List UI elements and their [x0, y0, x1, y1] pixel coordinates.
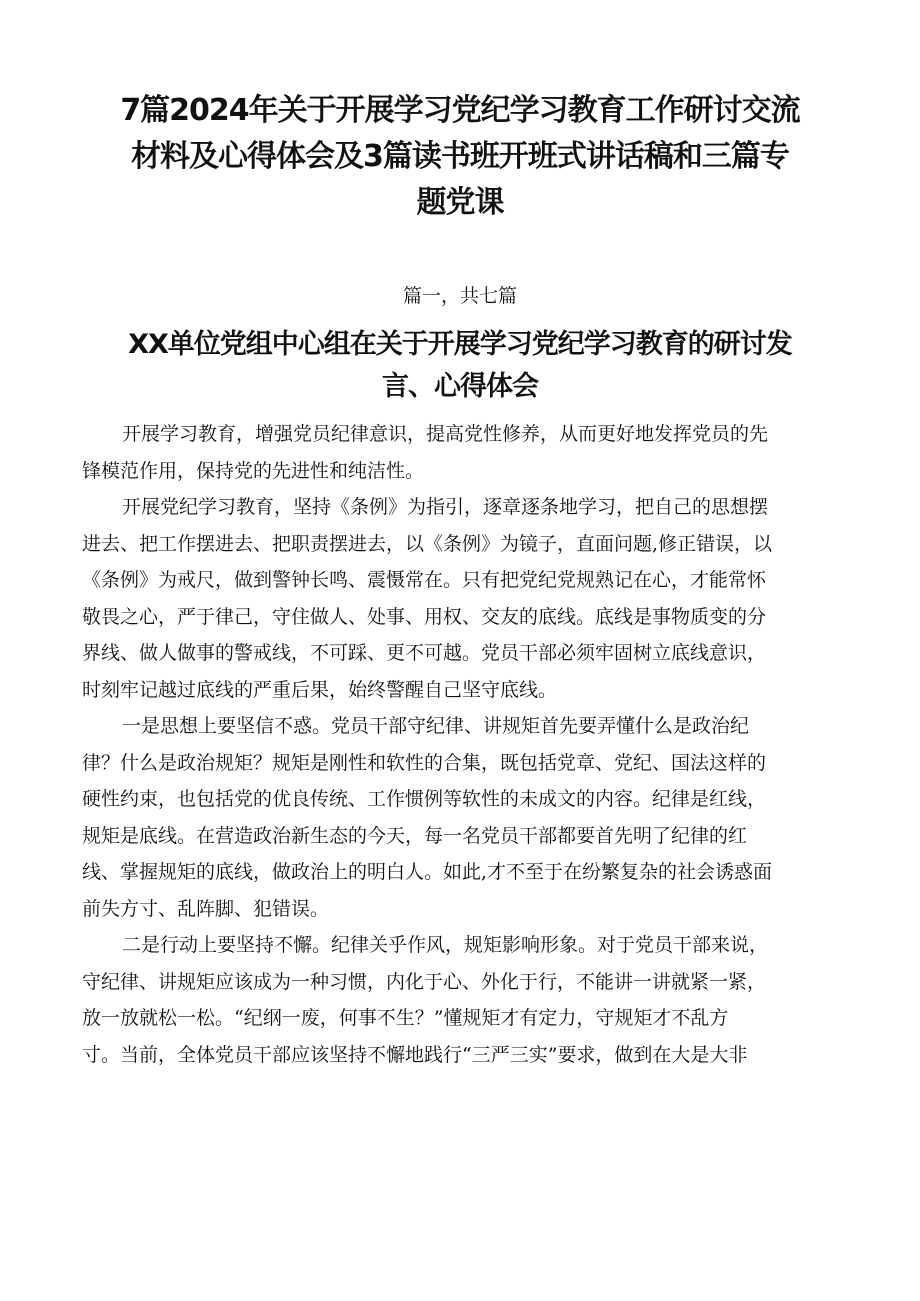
paragraph-line: 律？什么是政治规矩？规矩是刚性和软性的合集，既包括党章、党纪、国法这样的: [82, 751, 767, 774]
paragraph-line: 二是行动上要坚持不懈。纪律关乎作风，规矩影响形象。对于党员干部来说，: [122, 934, 769, 956]
paragraph-line: 规矩是底线。在营造政治新生态的今天，每一名党员干部都要首先明了纪律的红: [82, 824, 748, 847]
paragraph-line: 界线、做人做事的警戒线，不可踩、更不可越。党员干部必须牢固树立底线意识，: [82, 642, 767, 664]
document-title-line: 7篇2024年关于开展学习党纪学习教育工作研讨交流: [120, 93, 800, 128]
paragraph-line: 开展党纪学习教育，坚持《条例》为指引，逐章逐条地学习，把自己的思想摆: [122, 496, 769, 518]
paragraph-line: 守纪律、讲规矩应该成为一种习惯，内化于心、外化于行，不能讲一讲就紧一紧，: [82, 970, 767, 993]
paragraph-line: 硬性约束，也包括党的优良传统、工作惯例等软性的未成文的内容。纪律是红线，: [82, 788, 767, 810]
paragraph-line: 前失方寸、乱阵脚、犯错误。: [82, 897, 330, 920]
paragraph-line: 敬畏之心，严于律己，守住做人、处事、用权、交友的底线。底线是事物质变的分: [82, 605, 767, 628]
paragraph-line: 时刻牢记越过底线的严重后果，始终警醒自己坚守底线。: [82, 678, 558, 701]
section-title: [100, 324, 820, 408]
section-title-line: 言、心得体会: [382, 371, 538, 402]
section-title-line: XX单位党组中心组在关于开展学习党纪学习教育的研讨发: [128, 329, 792, 360]
document-title: [100, 88, 820, 226]
paragraph-line: 进去、把工作摆进去、把职责摆进去，以《条例》为镜子，直面问题,修正错误，以: [82, 532, 773, 555]
paragraph-line: 开展学习教育，增强党员纪律意识，提高党性修养，从而更好地发挥党员的先: [122, 423, 769, 445]
paragraph-line: 寸。当前，全体党员干部应该坚持不懈地践行“三严三实”要求，做到在大是大非: [82, 1043, 748, 1066]
document-title-line: 题党课: [416, 185, 504, 220]
paragraph-line: 锋模范作用，保持党的先进性和纯洁性。: [82, 459, 425, 482]
paragraph-line: 《条例》为戒尺，做到警钟长鸣、震慑常在。只有把党纪党规熟记在心，才能常怀: [82, 569, 767, 591]
paragraph: [82, 927, 862, 1073]
paragraph-line: 一是思想上要坚信不惑。党员干部守纪律、讲规矩首先要弄懂什么是政治纪: [122, 715, 750, 737]
paragraph: [82, 416, 862, 489]
body-text: [82, 416, 862, 1073]
paragraph-line: 放一放就松一松。“纪纲一废，何事不生？”懂规矩才有定力，守规矩才不乱方: [82, 1007, 729, 1029]
paragraph: [82, 708, 862, 927]
paragraph: [82, 489, 862, 708]
paragraph-line: 线、掌握规矩的底线，做政治上的明白人。如此,才不至于在纷繁复杂的社会诱惑面: [82, 861, 773, 883]
document-title-line: 材料及心得体会及3篇读书班开班式讲话稿和三篇专: [131, 139, 789, 174]
section-label: 篇一，共七篇: [402, 285, 517, 307]
